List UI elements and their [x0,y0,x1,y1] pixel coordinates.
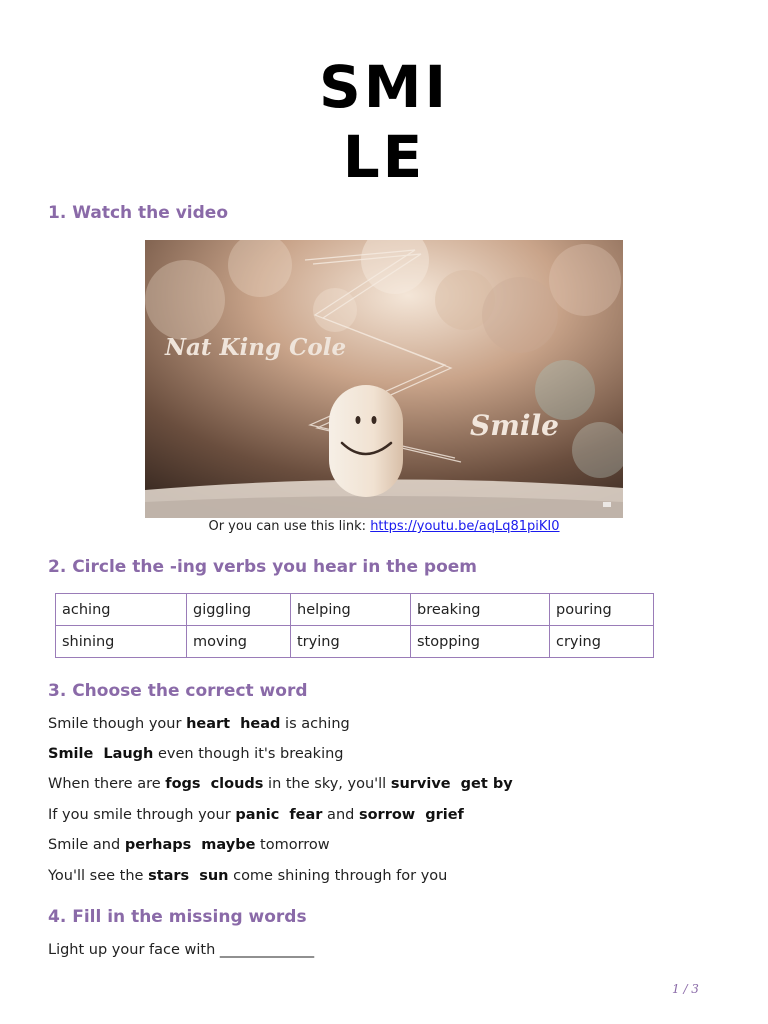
line-text: come shining through for you [228,868,448,884]
video-song-text: Smile [470,409,559,442]
video-link-line [0,519,768,534]
line-text: Light up your face with [48,942,220,958]
line-text: Smile though your [48,716,187,732]
link-prefix: Or you can use this link: [208,519,371,534]
section-heading-fill: 4. Fill in the missing words [48,907,307,927]
word-option[interactable]: perhaps [124,837,192,853]
page-number: 1 / 3 [672,982,699,996]
verbs-table [55,593,654,658]
table-row [56,626,654,658]
choose-line-3 [48,776,513,792]
choose-line-6 [48,868,447,884]
choose-line-2 [48,746,344,762]
table-cell[interactable]: stopping [411,626,550,658]
line-text: Smile and [48,837,125,853]
line-text: even though it's breaking [153,746,344,762]
word-option[interactable]: survive [390,776,451,792]
fill-blank[interactable]: _____________ [219,942,315,958]
word-option[interactable]: Smile [48,746,94,762]
table-row [56,594,654,626]
word-option[interactable]: panic [235,807,280,823]
section-heading-choose: 3. Choose the correct word [48,681,308,701]
word-option[interactable]: get by [460,776,513,792]
word-option[interactable]: fear [289,807,323,823]
line-text: When there are [48,776,166,792]
word-option[interactable]: Laugh [103,746,154,762]
table-cell[interactable]: helping [291,594,411,626]
title-line-1: SMI [318,53,450,121]
video-artist-text: Nat King Cole [165,334,347,361]
line-text: and [322,807,359,823]
choose-line-1 [48,716,350,732]
word-option[interactable]: sun [199,868,229,884]
video-thumbnail[interactable] [145,240,623,518]
table-cell[interactable]: aching [56,594,187,626]
choose-line-5 [48,837,330,853]
page-title [0,52,768,192]
table-cell[interactable]: giggling [187,594,291,626]
fill-line-1 [48,942,314,958]
word-option[interactable]: maybe [201,837,256,853]
word-option[interactable]: sorrow [358,807,416,823]
table-cell[interactable]: moving [187,626,291,658]
section-heading-watch: 1. Watch the video [48,203,229,223]
line-text: tomorrow [255,837,330,853]
word-option[interactable]: fogs [165,776,201,792]
youtube-link[interactable]: https://youtu.be/aqLq81piKI0 [370,519,560,534]
word-option[interactable]: heart [186,716,231,732]
choose-line-4 [48,807,464,823]
table-cell[interactable]: crying [550,626,654,658]
word-option[interactable]: stars [148,868,190,884]
table-cell[interactable]: shining [56,626,187,658]
line-text: You'll see the [48,868,149,884]
line-text: If you smile through your [48,807,236,823]
word-option[interactable]: grief [425,807,464,823]
table-cell[interactable]: pouring [550,594,654,626]
word-option[interactable]: head [240,716,281,732]
title-line-2: LE [342,123,426,191]
table-cell[interactable]: trying [291,626,411,658]
table-cell[interactable]: breaking [411,594,550,626]
line-text: in the sky, you'll [263,776,391,792]
line-text: is aching [280,716,350,732]
video-image [145,240,623,518]
section-heading-circle: 2. Circle the -ing verbs you hear in the poem [48,557,478,577]
word-option[interactable]: clouds [210,776,264,792]
